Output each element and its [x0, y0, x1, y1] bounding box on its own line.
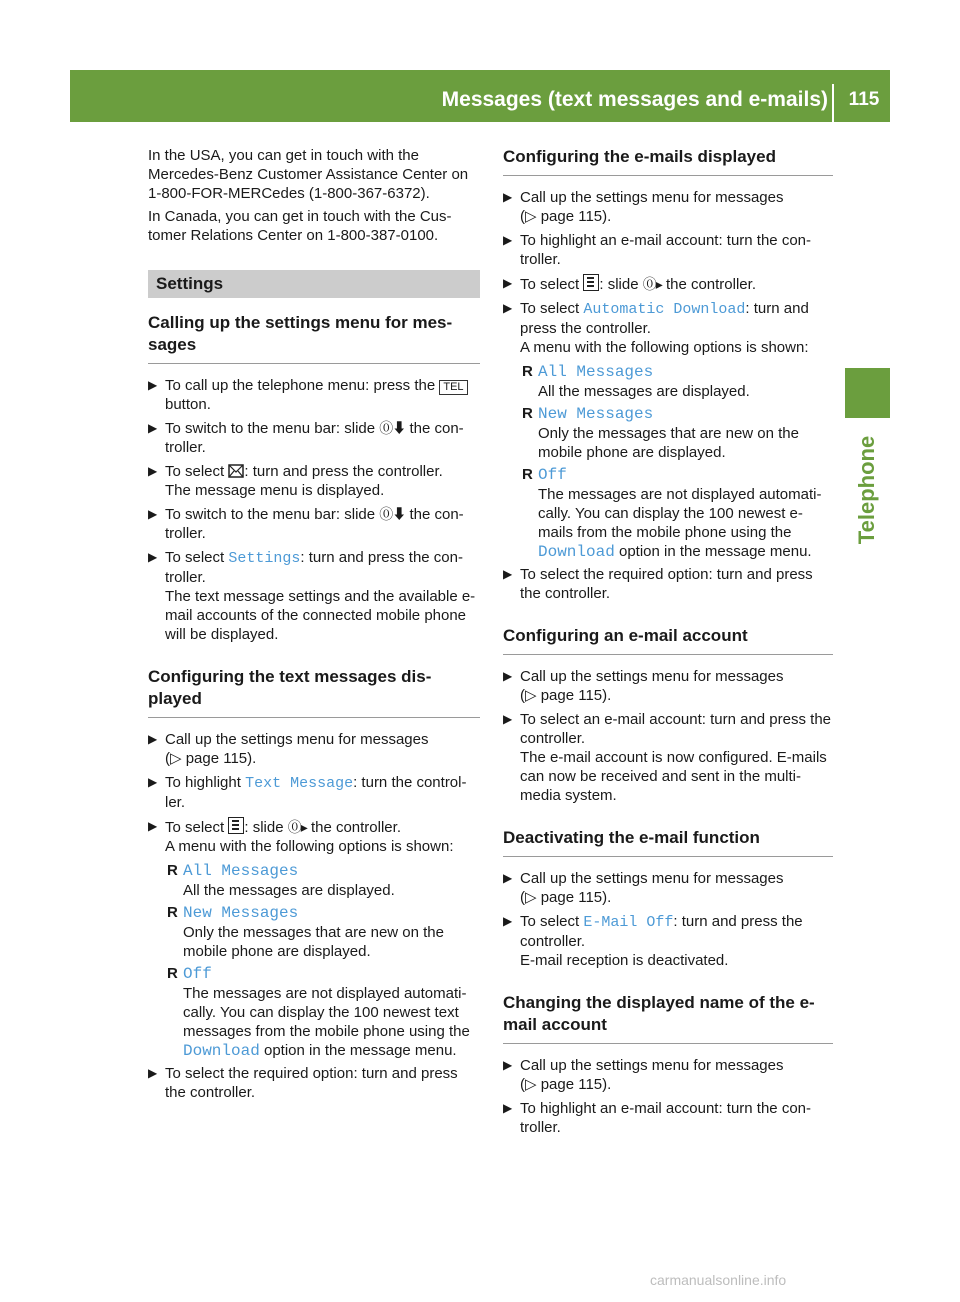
step	[503, 299, 833, 357]
step-arrow-icon: ▶	[503, 233, 513, 247]
section-title-emails-displayed: Configuring the e-mails displayed	[503, 146, 833, 176]
step-arrow-icon: ▶	[148, 1066, 158, 1080]
step-text: : turn the control-ler.	[165, 774, 467, 811]
step	[148, 817, 480, 856]
option-description: Only the messages that are new on the mobile phone are displayed.	[183, 924, 444, 960]
step	[503, 1056, 833, 1094]
step-text: : turn and press the controller.	[520, 913, 803, 950]
step-text: Call up the settings menu for messages	[520, 189, 784, 206]
step-text: To select	[165, 463, 225, 480]
envelope-icon	[228, 464, 244, 478]
controller-slide-right-icon: ⓪▸	[287, 819, 307, 835]
header-separator	[832, 84, 834, 122]
step	[503, 912, 833, 970]
controller-slide-down-icon: ⓪⬇	[379, 420, 406, 436]
step-text: To select an e-mail account: turn and press the controller.	[520, 711, 832, 747]
option-item	[520, 465, 833, 562]
option-description: option in the message menu.	[263, 1042, 457, 1059]
step-text: To highlight an e-mail account: turn the con-troller.	[520, 232, 811, 268]
controller-slide-right-icon: ⓪▸	[642, 276, 662, 292]
page-reference: (▷ page 115).	[520, 1076, 612, 1093]
option-description: option in the message menu.	[618, 543, 812, 560]
right-column	[503, 146, 833, 1142]
tel-button-icon: TEL	[439, 380, 467, 395]
step	[503, 231, 833, 269]
step	[148, 548, 480, 644]
step-text: : turn and press the con-troller.	[165, 549, 463, 586]
option-description: The messages are not displayed automati-cally. You can display the 100 newest text messages from the mobile phone using the	[183, 985, 470, 1040]
left-column	[148, 146, 480, 1107]
step-arrow-icon: ▶	[503, 669, 513, 683]
step	[503, 1099, 833, 1137]
step	[148, 730, 480, 768]
step	[148, 505, 480, 543]
page-header	[70, 70, 890, 122]
code-all-messages: All Messages	[183, 862, 299, 880]
code-text-message: Text Message	[245, 775, 354, 792]
option-description: Only the messages that are new on the mobile phone are displayed.	[538, 425, 799, 461]
option-description: All the messages are displayed.	[538, 383, 750, 400]
bullet-icon: R	[167, 862, 178, 879]
step-text: Call up the settings menu for messages	[520, 668, 784, 685]
step	[148, 419, 480, 457]
bullet-icon: R	[522, 363, 533, 380]
bullet-icon: R	[522, 466, 533, 483]
side-tab-label: Telephone	[854, 435, 879, 545]
step-arrow-icon: ▶	[503, 871, 513, 885]
step-arrow-icon: ▶	[148, 421, 158, 435]
step-text: : slide	[244, 819, 284, 836]
settings-band: Settings	[148, 270, 480, 298]
header-title: Messages (text messages and e-mails)	[441, 88, 828, 111]
step	[503, 710, 833, 805]
step-text: To select	[520, 913, 580, 930]
controller-slide-down-icon: ⓪⬇	[379, 506, 406, 522]
step-note: A menu with the following options is shown:	[165, 838, 454, 855]
page-reference: (▷ page 115).	[520, 208, 612, 225]
step	[148, 462, 480, 500]
bullet-icon: R	[167, 904, 178, 921]
step-arrow-icon: ▶	[148, 775, 158, 789]
step-arrow-icon: ▶	[503, 301, 513, 315]
bullet-icon: R	[522, 405, 533, 422]
option-item	[165, 861, 480, 900]
step-note: The e-mail account is now configured. E-mails can now be received and sent in the multi-media system.	[520, 749, 827, 804]
step-text: To select the required option: turn and press the controller.	[520, 566, 813, 602]
step-text: To call up the telephone menu: press the	[165, 377, 436, 394]
step-text: Call up the settings menu for messages	[520, 1057, 784, 1074]
step-text: the controller.	[665, 276, 756, 293]
code-automatic-download: Automatic Download	[583, 301, 746, 318]
code-settings: Settings	[228, 550, 301, 567]
options-menu-icon	[583, 274, 599, 291]
step-text: : turn and press the controller.	[520, 300, 809, 337]
code-new-messages: New Messages	[538, 405, 654, 423]
step	[503, 667, 833, 705]
step-text: To select	[165, 819, 225, 836]
code-all-messages: All Messages	[538, 363, 654, 381]
step-arrow-icon: ▶	[148, 507, 158, 521]
step-arrow-icon: ▶	[503, 1101, 513, 1115]
step-note: E-mail reception is deactivated.	[520, 952, 729, 969]
step-text: To highlight an e-mail account: turn the con-troller.	[520, 1100, 811, 1136]
step-arrow-icon: ▶	[503, 1058, 513, 1072]
page-reference: (▷ page 115).	[165, 750, 257, 767]
step-text: To switch to the menu bar: slide	[165, 506, 376, 523]
side-tab-marker	[845, 368, 890, 418]
step-arrow-icon: ▶	[503, 567, 513, 581]
page-reference: (▷ page 115).	[520, 889, 612, 906]
page-number: 115	[848, 89, 880, 110]
step-arrow-icon: ▶	[148, 378, 158, 392]
option-item	[165, 964, 480, 1061]
step-text: To highlight	[165, 774, 241, 791]
step	[503, 869, 833, 907]
section-title-deactivate-email: Deactivating the e-mail function	[503, 827, 833, 857]
code-email-off: E-Mail Off	[583, 914, 674, 931]
step-text: To select the required option: turn and press the controller.	[165, 1065, 458, 1101]
step-text: the con-troller.	[165, 506, 464, 542]
step-text: button.	[165, 396, 211, 413]
step	[503, 188, 833, 226]
section-title-configure-account: Configuring an e-mail account	[503, 625, 833, 655]
section-title-text-messages: Configuring the text messages dis-played	[148, 666, 480, 718]
step-text: To select	[165, 549, 225, 566]
step-text: the con-troller.	[165, 420, 464, 456]
step-arrow-icon: ▶	[503, 712, 513, 726]
step-arrow-icon: ▶	[148, 732, 158, 746]
step	[503, 565, 833, 603]
step-arrow-icon: ▶	[148, 464, 158, 478]
code-off: Off	[183, 965, 212, 983]
code-new-messages: New Messages	[183, 904, 299, 922]
step	[148, 1064, 480, 1102]
step-note: A menu with the following options is shown:	[520, 339, 809, 356]
watermark: carmanualsonline.info	[650, 1272, 787, 1288]
option-description: All the messages are displayed.	[183, 882, 395, 899]
section-title-change-account-name: Changing the displayed name of the e-mail account	[503, 992, 833, 1044]
code-download: Download	[538, 543, 615, 561]
step	[148, 773, 480, 812]
step-text: To switch to the menu bar: slide	[165, 420, 376, 437]
options-menu-icon	[228, 817, 244, 834]
step-arrow-icon: ▶	[503, 276, 513, 290]
step-note: The message menu is displayed.	[165, 482, 385, 499]
intro-canada: In Canada, you can get in touch with the Cus-tomer Relations Center on 1-800-387-0100.	[148, 208, 452, 244]
step-arrow-icon: ▶	[148, 819, 158, 833]
section-title-settings-menu: Calling up the settings menu for mes-sages	[148, 312, 480, 364]
option-item	[520, 404, 833, 462]
step-text: Call up the settings menu for messages	[520, 870, 784, 887]
code-download: Download	[183, 1042, 260, 1060]
step-text: the controller.	[310, 819, 401, 836]
step-text: Call up the settings menu for messages	[165, 731, 429, 748]
step-text: : slide	[599, 276, 639, 293]
step-text: : turn and press the controller.	[244, 463, 443, 480]
option-description: The messages are not displayed automati-cally. You can display the 100 newest e-mails from the mobile phone using the	[538, 486, 822, 541]
step-text: To select	[520, 300, 580, 317]
intro-usa: In the USA, you can get in touch with the Mercedes-Benz Customer Assistance Center on 1-800-FOR-MERCedes (1-800-367-6372).	[148, 147, 469, 202]
step-note: The text message settings and the available e-mail accounts of the connected mobile phone will be displayed.	[165, 588, 476, 643]
option-item	[165, 903, 480, 961]
step-arrow-icon: ▶	[148, 550, 158, 564]
option-item	[520, 362, 833, 401]
step-arrow-icon: ▶	[503, 914, 513, 928]
step-text: To select	[520, 276, 580, 293]
step	[503, 274, 833, 294]
page-reference: (▷ page 115).	[520, 687, 612, 704]
bullet-icon: R	[167, 965, 178, 982]
step-arrow-icon: ▶	[503, 190, 513, 204]
code-off: Off	[538, 466, 567, 484]
step	[148, 376, 480, 414]
